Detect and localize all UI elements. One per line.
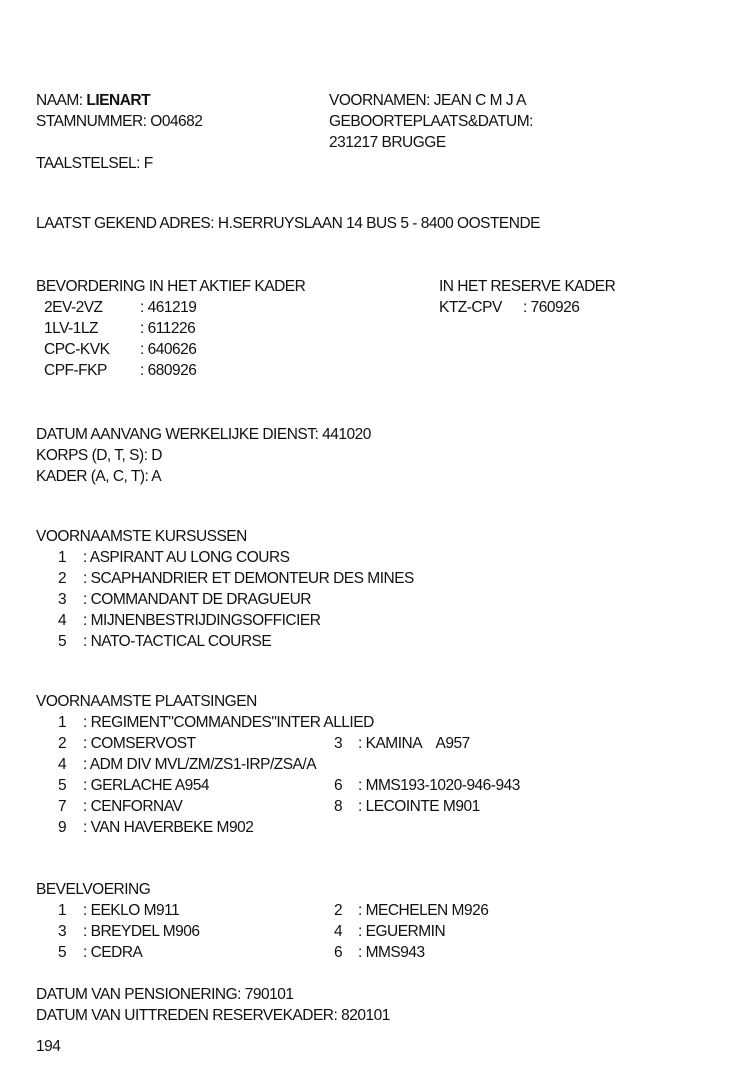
- bevel-num: 3: [58, 923, 67, 940]
- kursus-text: : ASPIRANT AU LONG COURS: [83, 549, 290, 566]
- rank-aktief-date: : 680926: [140, 362, 197, 379]
- bevordering-aktief-title: BEVORDERING IN HET AKTIEF KADER: [36, 278, 306, 295]
- plaatsing-num: 8: [334, 798, 343, 815]
- plaatsing-text: : LECOINTE M901: [358, 798, 480, 815]
- plaatsing-text: : COMSERVOST: [83, 735, 196, 752]
- dienst: DATUM AANVANG WERKELIJKE DIENST: 441020: [36, 426, 371, 443]
- plaatsing-text: : REGIMENT"COMMANDES"INTER ALLIED: [83, 714, 374, 731]
- bevel-num: 6: [334, 944, 343, 961]
- plaatsing-text: : MMS193-1020-946-943: [358, 777, 520, 794]
- rank-aktief-date: : 461219: [140, 299, 197, 316]
- plaatsing-text: : KAMINA A957: [358, 735, 470, 752]
- plaatsing-num: 7: [58, 798, 67, 815]
- taalstelsel: TAALSTELSEL: F: [36, 155, 153, 172]
- rank-reserve-date: : 760926: [523, 299, 580, 316]
- naam-line: [36, 91, 150, 111]
- rank-aktief: 2EV-2VZ: [44, 299, 103, 316]
- rank-reserve: KTZ-CPV: [439, 299, 502, 316]
- kader: KADER (A, C, T): A: [36, 468, 162, 485]
- bevelvoering-title: BEVELVOERING: [36, 881, 151, 898]
- geboorte-label: GEBOORTEPLAATS&DATUM:: [329, 113, 533, 130]
- page-number: 194: [36, 1038, 61, 1055]
- geboorte-value: 231217 BRUGGE: [329, 134, 446, 151]
- kursus-num: 5: [58, 633, 67, 650]
- bevel-num: 1: [58, 902, 67, 919]
- adres: LAATST GEKEND ADRES: H.SERRUYSLAAN 14 BUS 5 - 8400 OOSTENDE: [36, 215, 540, 232]
- bevel-num: 2: [334, 902, 343, 919]
- korps: KORPS (D, T, S): D: [36, 447, 162, 464]
- pensionering: DATUM VAN PENSIONERING: 790101: [36, 986, 294, 1003]
- bevel-num: 5: [58, 944, 67, 961]
- uittreden: DATUM VAN UITTREDEN RESERVEKADER: 820101: [36, 1007, 390, 1024]
- bevel-text: : EEKLO M911: [83, 902, 180, 919]
- bevel-text: : MECHELEN M926: [358, 902, 489, 919]
- rank-aktief: CPC-KVK: [44, 341, 110, 358]
- naam-label: NAAM:: [36, 92, 83, 109]
- kursus-text: : MIJNENBESTRIJDINGSOFFICIER: [83, 612, 321, 629]
- kursus-text: : NATO-TACTICAL COURSE: [83, 633, 272, 650]
- kursus-text: : COMMANDANT DE DRAGUEUR: [83, 591, 311, 608]
- bevel-text: : BREYDEL M906: [83, 923, 200, 940]
- plaatsing-text: : VAN HAVERBEKE M902: [83, 819, 254, 836]
- plaatsing-num: 4: [58, 756, 67, 773]
- rank-aktief-date: : 640626: [140, 341, 197, 358]
- bevordering-reserve-title: IN HET RESERVE KADER: [439, 278, 616, 295]
- voornamen: VOORNAMEN: JEAN C M J A: [329, 92, 526, 109]
- kursussen-title: VOORNAAMSTE KURSUSSEN: [36, 528, 247, 545]
- bevel-text: : CEDRA: [83, 944, 143, 961]
- plaatsingen-title: VOORNAAMSTE PLAATSINGEN: [36, 693, 257, 710]
- kursus-text: : SCAPHANDRIER ET DEMONTEUR DES MINES: [83, 570, 414, 587]
- bevel-text: : EGUERMIN: [358, 923, 446, 940]
- plaatsing-num: 5: [58, 777, 67, 794]
- plaatsing-num: 9: [58, 819, 67, 836]
- plaatsing-text: : GERLACHE A954: [83, 777, 210, 794]
- kursus-num: 4: [58, 612, 67, 629]
- rank-aktief: 1LV-1LZ: [44, 320, 98, 337]
- plaatsing-text: : ADM DIV MVL/ZM/ZS1-IRP/ZSA/A: [83, 756, 317, 773]
- plaatsing-num: 3: [334, 735, 343, 752]
- naam-value: LIENART: [86, 92, 151, 109]
- kursus-num: 1: [58, 549, 67, 566]
- rank-aktief-date: : 611226: [140, 320, 196, 337]
- bevel-num: 4: [334, 923, 343, 940]
- plaatsing-num: 2: [58, 735, 67, 752]
- plaatsing-num: 6: [334, 777, 343, 794]
- plaatsing-text: : CENFORNAV: [83, 798, 183, 815]
- rank-aktief: CPF-FKP: [44, 362, 107, 379]
- stamnummer: STAMNUMMER: O04682: [36, 113, 203, 130]
- kursus-num: 3: [58, 591, 67, 608]
- plaatsing-num: 1: [58, 714, 67, 731]
- kursus-num: 2: [58, 570, 67, 587]
- bevel-text: : MMS943: [358, 944, 425, 961]
